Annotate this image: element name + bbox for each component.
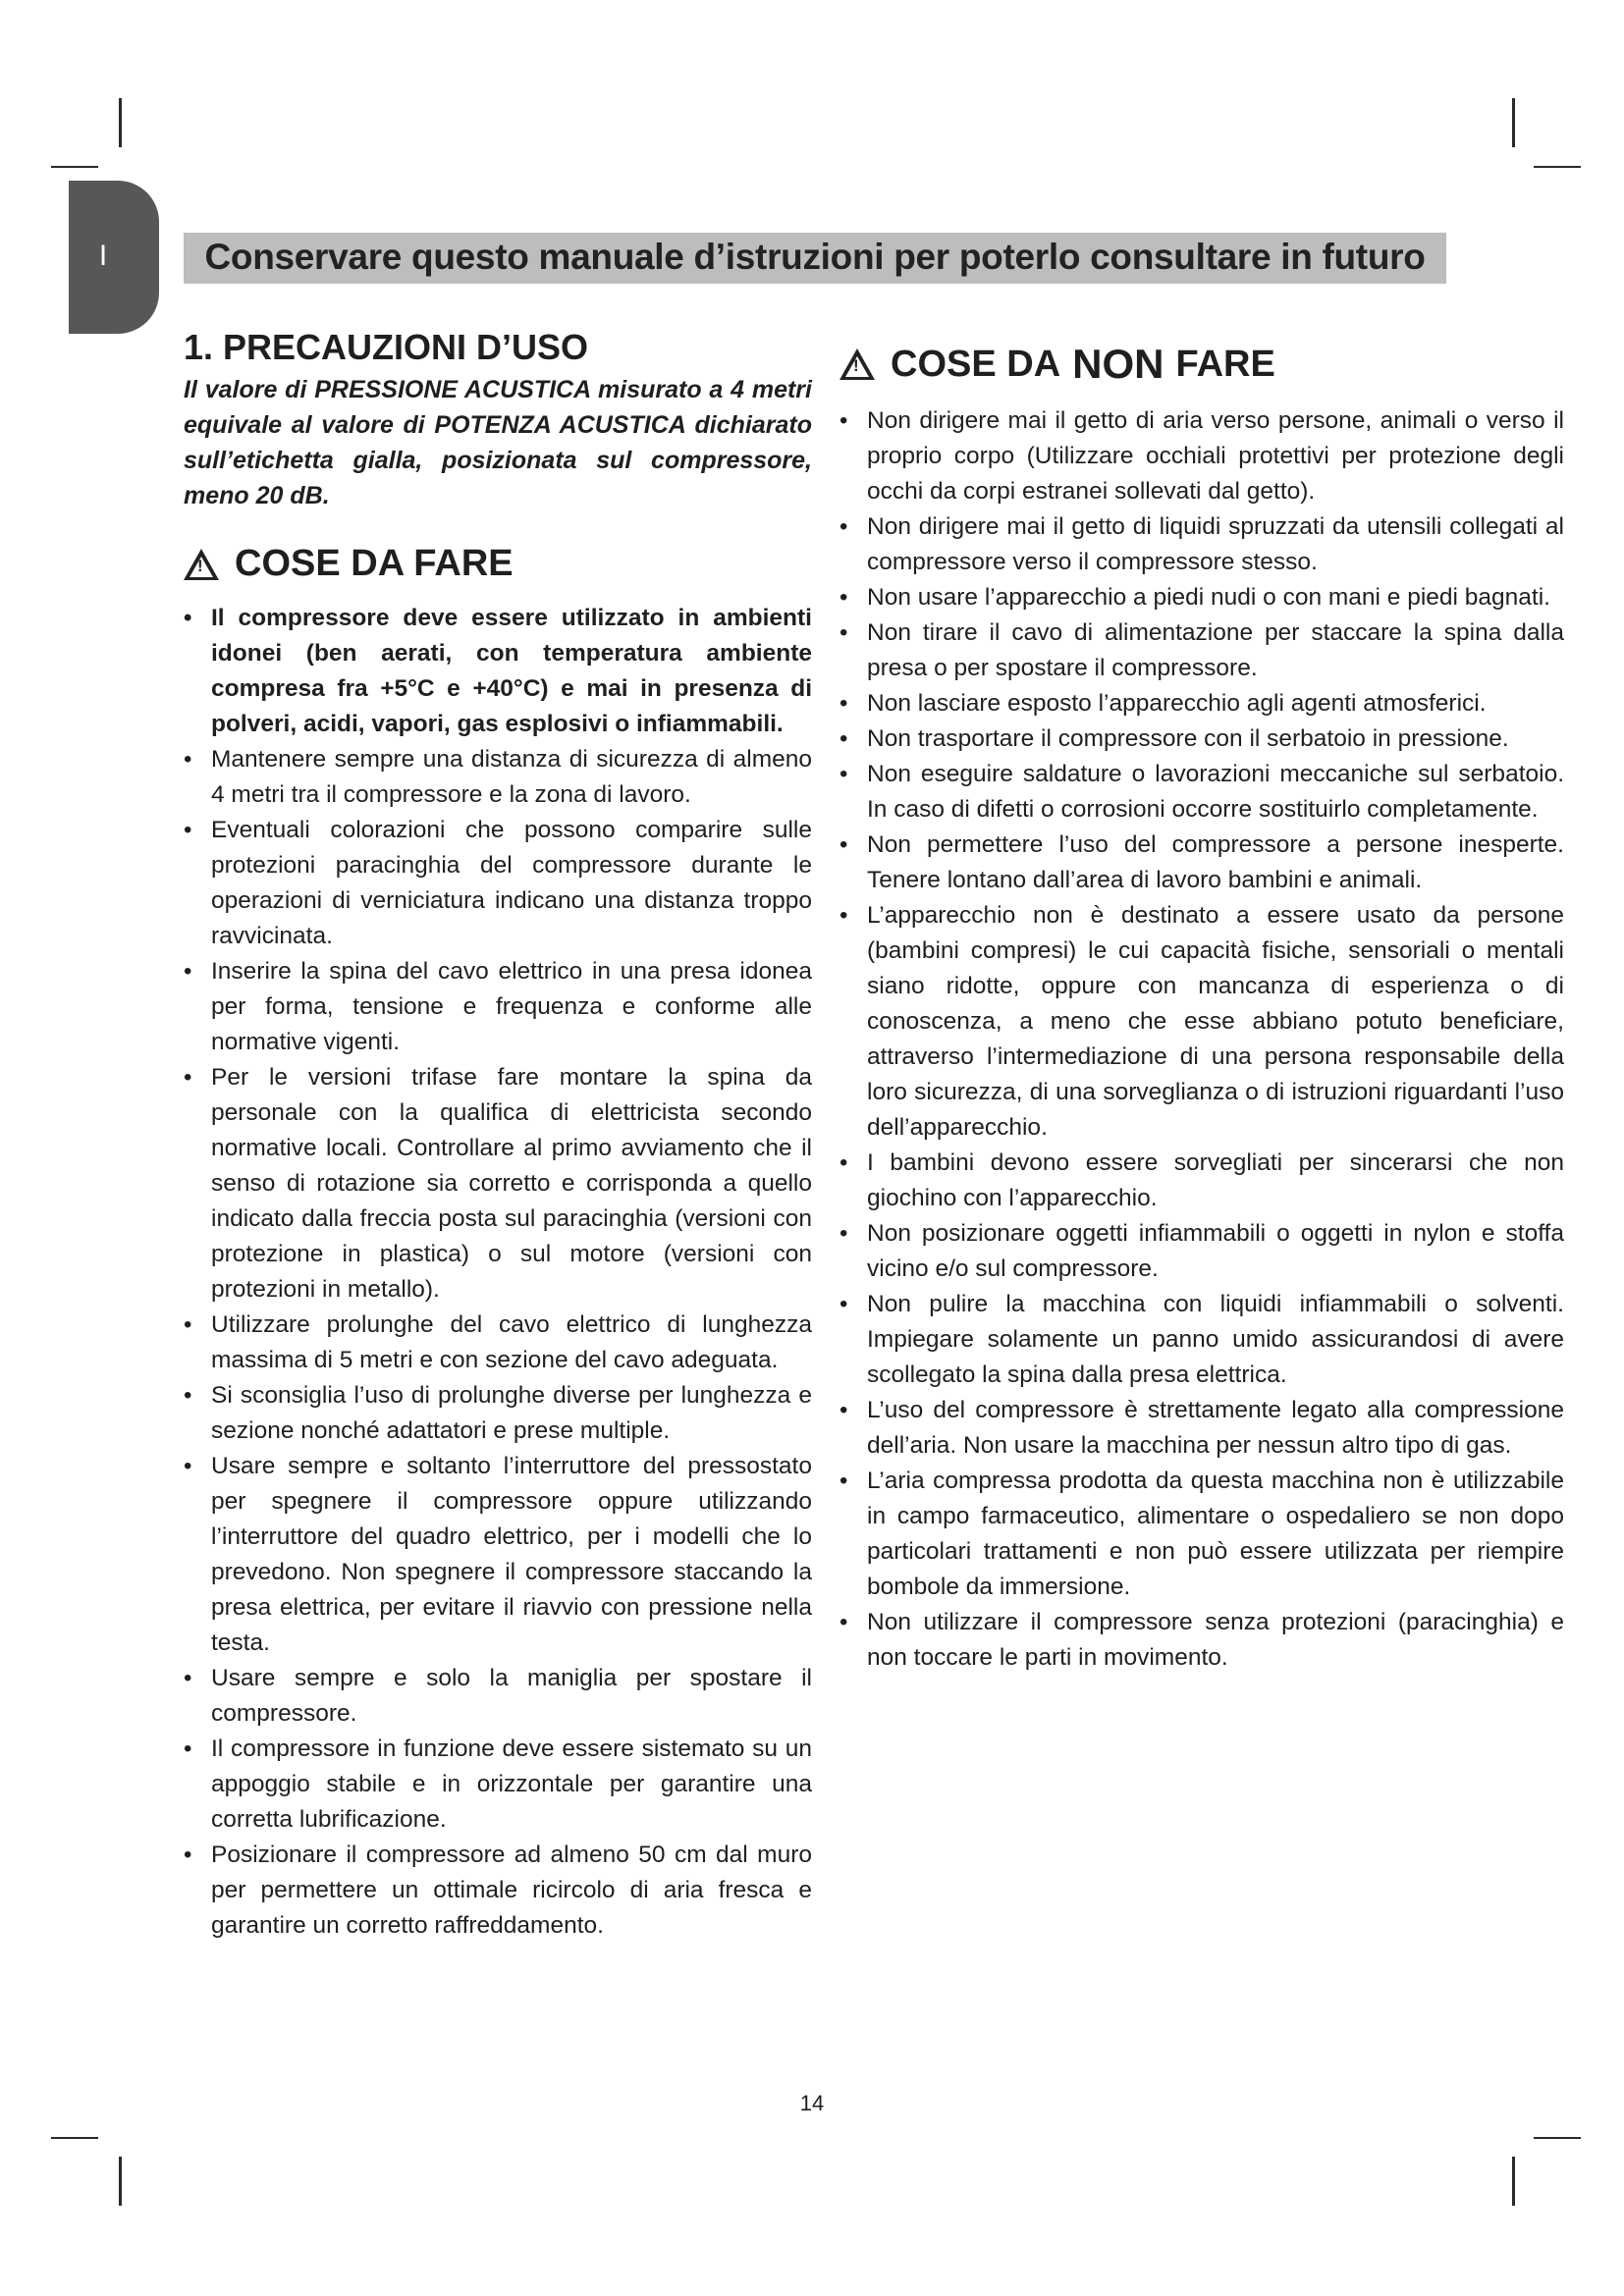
do-list [184,601,812,1944]
section-title: 1. PRECAUZIONI D’USO [184,327,589,367]
dont-heading-emph: NON [1072,341,1164,387]
list-item: • Usare sempre e soltanto l’interruttore del pressostato per spegnere il compressore oppure utilizzando l’interruttore del quadro elettrico, per i modelli che lo prevedono. Non spegnere il compressore staccando la presa elettrica, per evitare il riavvio con pressione nella testa. [184,1449,812,1661]
crop-mark [119,98,122,147]
list-item: • Non tirare il cavo di alimentazione per staccare la spina dalla presa o per spostare il compressore. [839,615,1564,686]
do-heading-text: COSE DA FARE [235,543,514,584]
list-item: • Per le versioni trifase fare montare la spina da personale con la qualifica di elettricista secondo normative locali. Controllare al primo avviamento che il senso di rotazione sia corretto e corrisponda a quello indicato dalla freccia posta sul paracinghia (versioni con protezione in plastica) o sul motore (versioni con protezioni in metallo). [184,1060,812,1308]
crop-mark [51,2137,98,2139]
list-item: • L’uso del compressore è strettamente legato alla compressione dell’aria. Non usare la macchina per nessun altro tipo di gas. [839,1393,1564,1464]
list-item: • Non eseguire saldature o lavorazioni meccaniche sul serbatoio. In caso di difetti o corrosioni occorre sostituirlo completamente. [839,757,1564,828]
list-item: • I bambini devono essere sorvegliati per sincerarsi che non giochino con l’apparecchio. [839,1146,1564,1216]
list-item: • Non pulire la macchina con liquidi infiammabili o solventi. Impiegare solamente un panno umido assicurandosi di avere scollegato la spina dalla presa elettrica. [839,1287,1564,1393]
list-item: • L’apparecchio non è destinato a essere usato da persone (bambini compresi) le cui capacità fisiche, sensoriali o mentali siano ridotte, oppure con mancanza di esperienza o di conoscenza, a meno che esse abbiano potuto beneficiare, attraverso l’intermediazione di una persona responsabile della loro sicurezza, di una sorveglianza o di istruzioni riguardanti l’uso dell’apparecchio. [839,898,1564,1146]
list-item: • Non dirigere mai il getto di liquidi spruzzati da utensili collegati al compressore verso il compressore stesso. [839,509,1564,580]
list-item: • Non trasportare il compressore con il serbatoio in pressione. [839,721,1564,757]
dont-heading [839,341,1564,388]
header-banner [184,233,1446,284]
list-item: • Posizionare il compressore ad almeno 50 cm dal muro per permettere un ottimale ricircolo di aria fresca e garantire un corretto raffreddamento. [184,1838,812,1944]
list-item: • Si sconsiglia l’uso di prolunghe diverse per lunghezza e sezione nonché adattatori e prese multiple. [184,1378,812,1449]
list-item: • Non utilizzare il compressore senza protezioni (paracinghia) e non toccare le parti in movimento. [839,1605,1564,1676]
dont-heading-suffix: FARE [1175,343,1275,385]
list-item: • Il compressore deve essere utilizzato in ambienti idonei (ben aerati, con temperatura ambiente compresa fra +5°C e +40°C) e mai in presenza di polveri, acidi, vapori, gas esplosivi o infiammabili. [184,601,812,742]
list-item: • Non posizionare oggetti infiammabili o oggetti in nylon e stoffa vicino e/o sul compressore. [839,1216,1564,1287]
crop-mark [1534,2137,1581,2139]
right-column [839,341,1564,1676]
list-item: • Mantenere sempre una distanza di sicurezza di almeno 4 metri tra il compressore e la zona di lavoro. [184,742,812,813]
acoustic-note: Il valore di PRESSIONE ACUSTICA misurato a 4 metri equivale al valore di POTENZA ACUSTICA dichiarato sull’etichetta gialla, posizionata sul compressore, meno 20 dB. [184,376,812,509]
left-column [184,327,812,1944]
warning-icon [839,348,875,380]
crop-mark [51,166,98,168]
list-item: • Inserire la spina del cavo elettrico in una presa idonea per forma, tensione e frequenza e conforme alle normative vigenti. [184,954,812,1060]
crop-mark [1512,98,1515,147]
list-item: • Il compressore in funzione deve essere sistemato su un appoggio stabile e in orizzontale per garantire una corretta lubrificazione. [184,1732,812,1838]
list-item: • Usare sempre e solo la maniglia per spostare il compressore. [184,1661,812,1732]
header-title: Conservare questo manuale d’istruzioni per poterlo consultare in futuro [204,237,1426,277]
page-number: 14 [799,2091,825,2115]
list-item: • L’aria compressa prodotta da questa macchina non è utilizzabile in campo farmaceutico, alimentare o ospedaliero se non dopo particolari trattamenti e non può essere utilizzata per riempire bombole da immersione. [839,1464,1564,1605]
language-tab [69,181,159,334]
do-heading [184,543,812,585]
dont-list [839,403,1564,1676]
list-item: • Non dirigere mai il getto di aria verso persone, animali o verso il proprio corpo (Utilizzare occhiali protettivi per protezione degli occhi da corpi estranei sollevati dal getto). [839,403,1564,509]
warning-icon [184,549,219,580]
list-item: • Non usare l’apparecchio a piedi nudi o con mani e piedi bagnati. [839,580,1564,615]
dont-heading-prefix: COSE DA [891,343,1061,385]
list-item: • Non lasciare esposto l’apparecchio agli agenti atmosferici. [839,686,1564,721]
list-item: • Utilizzare prolunghe del cavo elettrico di lunghezza massima di 5 metri e con sezione del cavo adeguata. [184,1308,812,1378]
language-tab-label: I [98,240,108,272]
crop-mark [119,2157,122,2206]
crop-mark [1534,166,1581,168]
list-item: • Non permettere l’uso del compressore a persone inesperte. Tenere lontano dall’area di lavoro bambini e animali. [839,828,1564,898]
list-item: • Eventuali colorazioni che possono comparire sulle protezioni paracinghia del compressore durante le operazioni di verniciatura indicano una distanza troppo ravvicinata. [184,813,812,954]
crop-mark [1512,2157,1515,2206]
